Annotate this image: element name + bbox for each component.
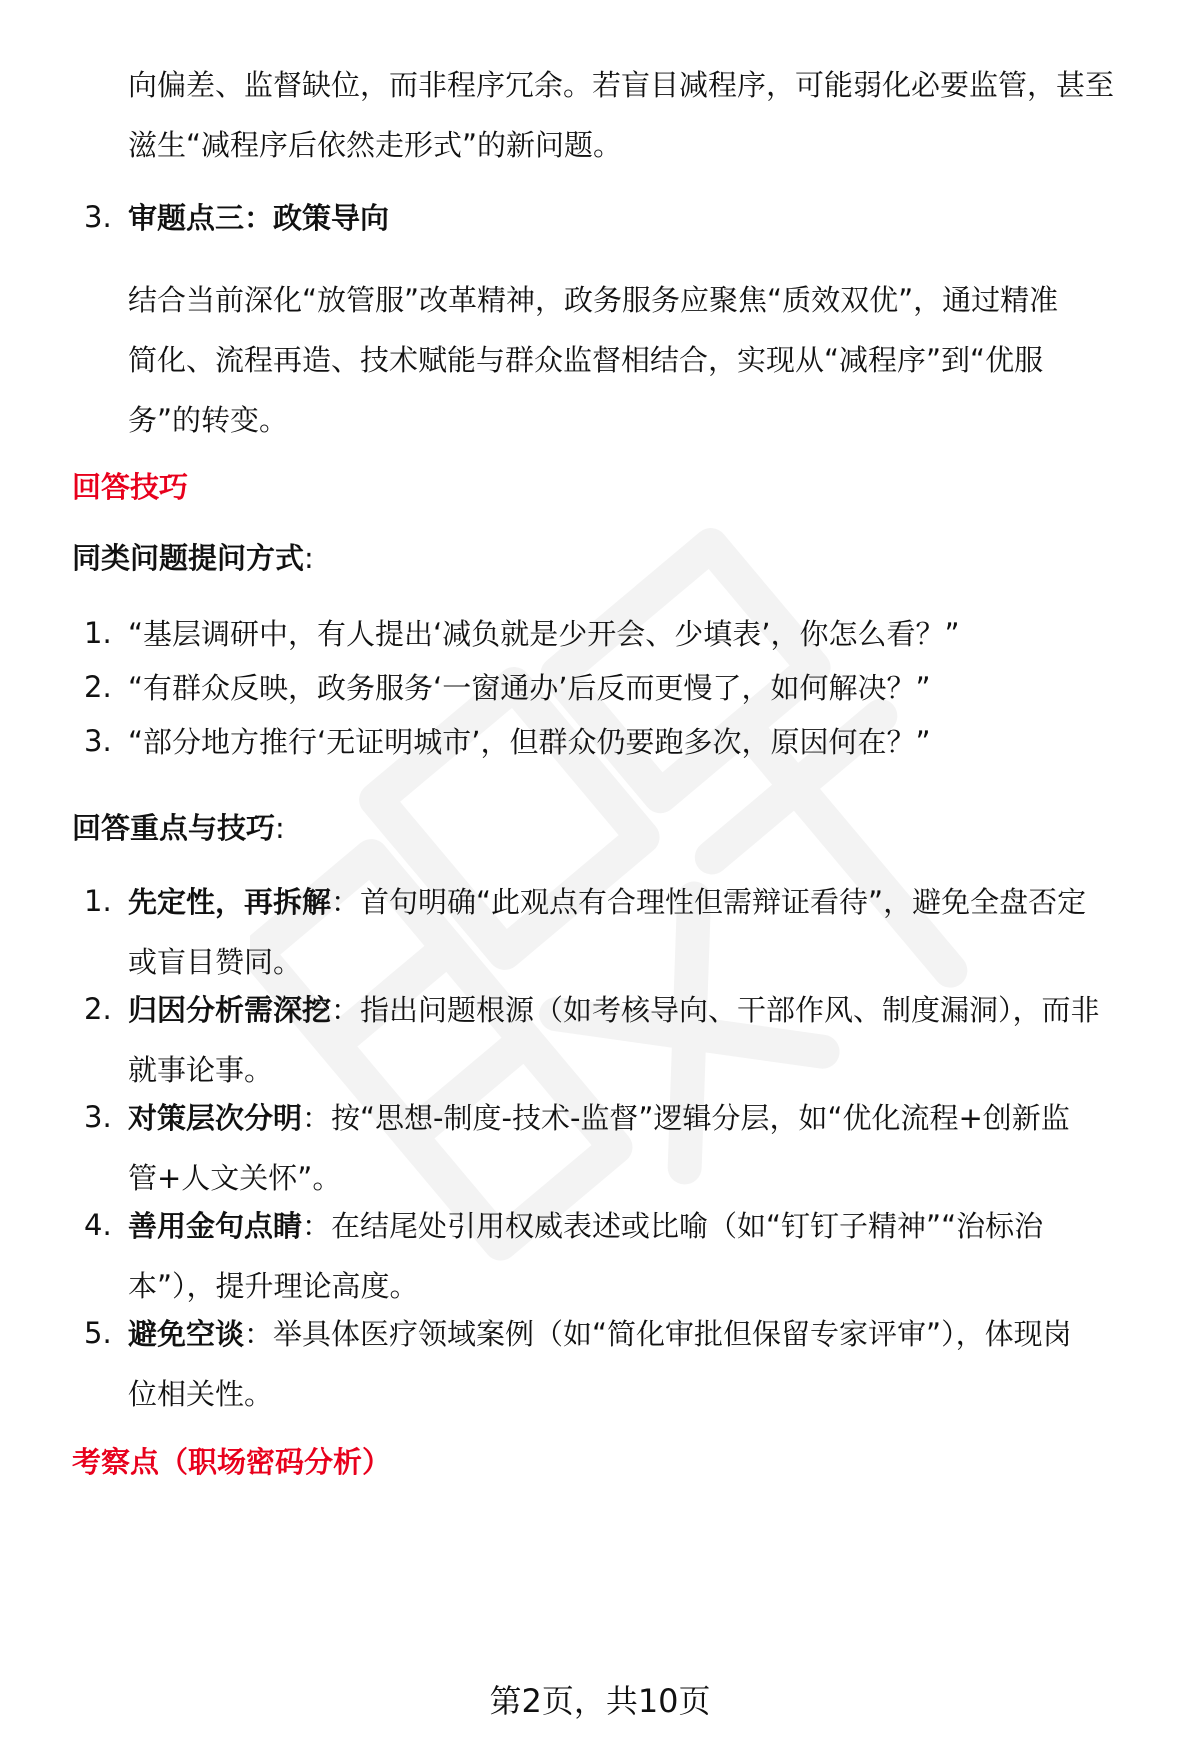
key-point-title: 善用金句点睛: [128, 1209, 303, 1243]
key-point-text: ：举具体医疗领域案例（如“简化审批但保留专家评审”），体现岗: [244, 1317, 1072, 1351]
point-3-number: 3.: [84, 200, 112, 234]
key-point-title: 归因分析需深挖: [128, 993, 332, 1027]
similar-question-text: “部分地方推行‘无证明城市’，但群众仍要跑多次，原因何在？”: [128, 725, 931, 759]
key-point-item: [72, 980, 1138, 1096]
point-3-line-1: 结合当前深化“放管服”改革精神，政务服务应聚焦“质效双优”，通过精准: [128, 283, 1059, 317]
point-3-title: 审题点三：政策导向: [128, 201, 390, 235]
key-points-label: 回答重点与技巧: [72, 811, 276, 845]
key-point-item: [72, 1196, 1138, 1312]
key-point-text: ：在结尾处引用权威表述或比喻（如“钉钉子精神”“治标治: [302, 1209, 1044, 1243]
point-3-line-3: 务”的转变。: [128, 403, 289, 437]
list-number: 1.: [84, 616, 112, 650]
key-points-heading: [72, 806, 285, 847]
key-point-item: [72, 1088, 1138, 1204]
intro-line-2: 滋生“减程序后依然走形式”的新问题。: [128, 128, 623, 162]
key-point-text-continued: 就事论事。: [128, 1053, 274, 1087]
key-point-item: [72, 1304, 1138, 1420]
intro-line-1: 向偏差、监督缺位，而非程序冗余。若盲目减程序，可能弱化必要监管，甚至: [128, 68, 1115, 102]
point-3-body: [128, 270, 1138, 450]
key-point-text-continued: 位相关性。: [128, 1377, 274, 1411]
similar-question-item: [72, 616, 1138, 660]
key-point-title: 对策层次分明: [128, 1101, 303, 1135]
list-number: 3.: [84, 724, 112, 758]
list-number: 4.: [84, 1208, 112, 1242]
similar-question-text: “基层调研中，有人提出‘减负就是少开会、少填表’，你怎么看？”: [128, 617, 960, 651]
key-point-text-continued: 本”），提升理论高度。: [128, 1269, 419, 1303]
list-number: 2.: [84, 992, 112, 1026]
similar-questions-heading: [72, 536, 314, 577]
list-number: 1.: [84, 884, 112, 918]
similar-questions-label: 同类问题提问方式: [72, 541, 305, 575]
list-number: 2.: [84, 670, 112, 704]
key-point-item: [72, 872, 1138, 988]
answer-tips-heading: 回答技巧: [72, 470, 189, 504]
similar-question-item: [72, 670, 1138, 714]
page-number-footer: 第2页，共10页: [489, 1682, 711, 1720]
intro-paragraph: [128, 55, 1138, 175]
key-point-text: ：指出问题根源（如考核导向、干部作风、制度漏洞），而非: [331, 993, 1100, 1027]
point-3-heading: [72, 200, 1138, 244]
key-point-text-continued: 或盲目赞同。: [128, 945, 303, 979]
key-point-text-continued: 管+人文关怀”。: [128, 1161, 342, 1195]
key-point-title: 先定性，再拆解: [128, 885, 332, 919]
list-number: 5.: [84, 1316, 112, 1350]
key-point-text: ：按“思想-制度-技术-监督”逻辑分层，如“优化流程+创新监: [302, 1101, 1070, 1135]
key-point-text: ：首句明确“此观点有合理性但需辩证看待”，避免全盘否定: [331, 885, 1087, 919]
list-number: 3.: [84, 1100, 112, 1134]
point-3-line-2: 简化、流程再造、技术赋能与群众监督相结合，实现从“减程序”到“优服: [128, 343, 1044, 377]
key-point-title: 避免空谈: [128, 1317, 245, 1351]
similar-question-text: “有群众反映，政务服务‘一窗通办’后反而更慢了，如何解决？”: [128, 671, 931, 705]
similar-questions-colon: :: [304, 541, 314, 575]
similar-question-item: [72, 724, 1138, 768]
exam-point-heading: 考察点（职场密码分析）: [72, 1445, 392, 1479]
key-points-colon: :: [275, 811, 285, 845]
